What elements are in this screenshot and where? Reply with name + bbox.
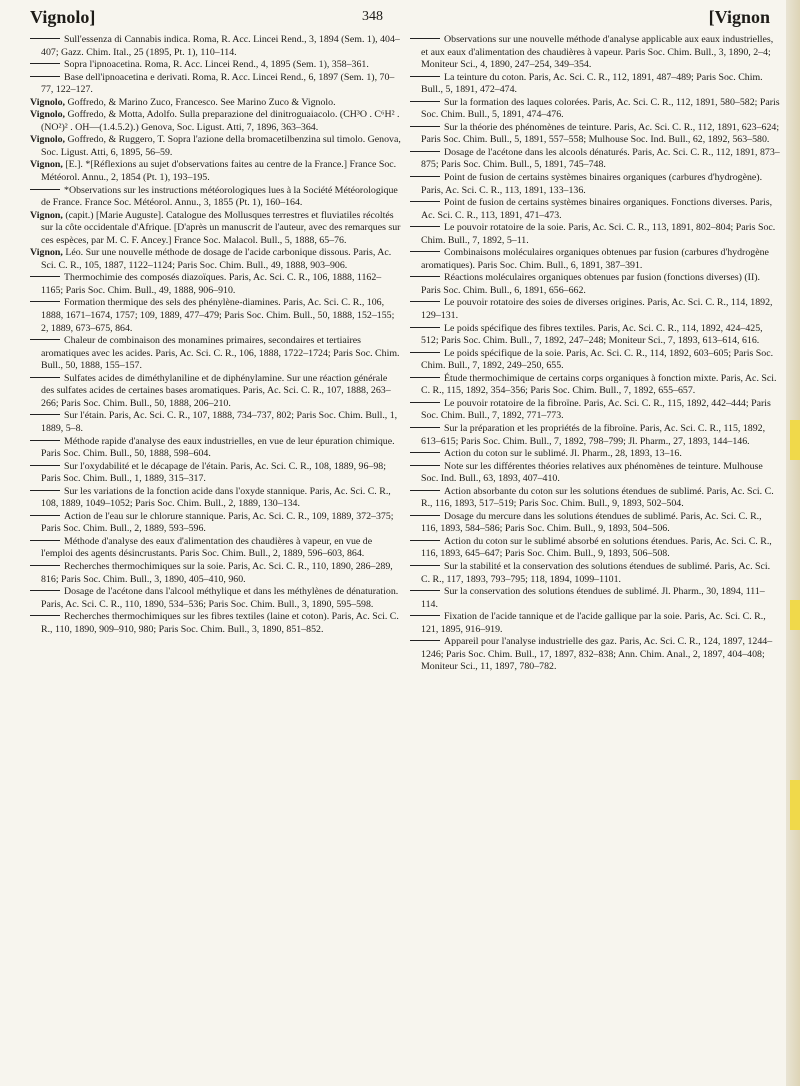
left-column bbox=[30, 34, 402, 636]
entry-text: Le pouvoir rotatoire de la fibroïne. Paris, Ac. Sci. C. R., 115, 1892, 442–444; Paris Soc. Chim. Bull., 7, 1892, 771–773. bbox=[421, 397, 771, 422]
entry-text: Sur les variations de la fonction acide dans l'oxyde stannique. Paris, Ac. Sci. C. R., 108, 1889, 1049–1052; Paris Soc. Chim. Bull., 2, 1889, 130–134. bbox=[41, 485, 391, 510]
page-edge-tab bbox=[790, 780, 800, 830]
bibliography-entry bbox=[30, 297, 402, 335]
repeat-author-dash bbox=[30, 38, 60, 39]
repeat-author-dash bbox=[410, 76, 440, 77]
entry-text: La teinture du coton. Paris, Ac. Sci. C. R., 112, 1891, 487–489; Paris Soc. Chim. Bull., 5, 1891, 472–474. bbox=[421, 71, 763, 96]
bibliography-entry bbox=[410, 348, 780, 373]
entry-text: Sur la formation des laques colorées. Paris, Ac. Sci. C. R., 112, 1891, 580–582; Paris Soc. Chim. Bull., 5, 1891, 474–476. bbox=[421, 96, 780, 121]
repeat-author-dash bbox=[30, 414, 60, 415]
entry-text: Sur la conservation des solutions étendues de sublimé. Jl. Pharm., 30, 1894, 111–114. bbox=[421, 586, 765, 610]
bibliography-entry bbox=[30, 436, 402, 461]
bibliography-entry bbox=[410, 34, 780, 72]
bibliography-entry bbox=[30, 561, 402, 586]
entry-text: Sur la stabilité et la conservation des solutions étendues de sublimé. Paris, Ac. Sci. C. R., 117, 1893, 793–795; 118, 1894, 1099–1101. bbox=[421, 560, 771, 585]
repeat-author-dash bbox=[30, 565, 60, 566]
entry-text: Sopra l'ipnoacetina. Roma, R. Acc. Lincei Rend., 4, 1895 (Sem. 1), 358–361. bbox=[64, 59, 369, 71]
entry-text: Note sur les différentes théories relatives aux phénomènes de teinture. Mulhouse Soc. Ind. Bull., 63, 1893, 407–410. bbox=[421, 460, 763, 485]
repeat-author-dash bbox=[410, 565, 440, 566]
running-head-left: Vignolo] bbox=[30, 7, 96, 27]
author-name: Vignolo, bbox=[30, 109, 66, 121]
right-column bbox=[410, 34, 780, 674]
page-header bbox=[22, 0, 778, 30]
repeat-author-dash bbox=[410, 151, 440, 152]
bibliography-entry bbox=[30, 461, 402, 486]
entry-text: Dosage de l'acétone dans les alcools dénaturés. Paris, Ac. Sci. C. R., 112, 1891, 873–875; Paris Soc. Chim. Bull., 5, 1891, 745–748. bbox=[421, 146, 780, 171]
bibliography-entry bbox=[30, 210, 402, 248]
entry-text: Combinaisons moléculaires organiques obtenues par fusion (carbures d'hydrogène aromatiques). Paris Soc. Chim. Bull., 6, 1891, 387–391. bbox=[421, 247, 769, 271]
repeat-author-dash bbox=[410, 176, 440, 177]
bibliography-entry bbox=[30, 536, 402, 561]
author-name: Vignolo, bbox=[30, 96, 66, 108]
author-name: Vignon, bbox=[30, 159, 63, 171]
bibliography-entry bbox=[30, 97, 402, 110]
bibliography-entry bbox=[410, 636, 780, 674]
bibliography-entry bbox=[30, 134, 402, 159]
bibliography-entry bbox=[410, 97, 780, 122]
entry-text: [E.]. *[Réflexions au sujet d'observations faites au centre de la France.] France Soc. Météorol. Annu., 2, 1854 (Pt. 1), 193–195. bbox=[41, 159, 397, 184]
repeat-author-dash bbox=[30, 440, 60, 441]
bibliography-entry bbox=[30, 410, 402, 435]
bibliography-entry bbox=[30, 34, 402, 59]
bibliography-entry bbox=[410, 122, 780, 147]
entry-text: Recherches thermochimiques sur la soie. Paris, Ac. Sci. C. R., 110, 1890, 286–289, 816; Paris Soc. Chim. Bull., 3, 1890, 405–410, 960. bbox=[41, 560, 393, 585]
bibliography-entry bbox=[410, 297, 780, 322]
entry-text: *Observations sur les instructions météorologiques lues à la Société Météorologique de France. France Soc. Météorol. Annu., 3, 1855 (Pt. 1), 160–164. bbox=[41, 184, 398, 209]
repeat-author-dash bbox=[30, 76, 60, 77]
repeat-author-dash bbox=[410, 452, 440, 453]
bibliography-entry bbox=[410, 561, 780, 586]
entry-text: Méthode rapide d'analyse des eaux industrielles, en vue de leur épuration chimique. Paris Soc. Chim. Bull., 50, 1888, 598–604. bbox=[41, 435, 395, 460]
repeat-author-dash bbox=[410, 352, 440, 353]
repeat-author-dash bbox=[410, 101, 440, 102]
repeat-author-dash bbox=[30, 515, 60, 516]
bibliography-entry bbox=[410, 323, 780, 348]
entry-text: Sull'essenza di Cannabis indica. Roma, R. Acc. Lincei Rend., 3, 1894 (Sem. 1), 404–407; Gazz. Chim. Ital., 25 (1895, Pt. 1), 110–114. bbox=[41, 34, 400, 58]
entry-text: Appareil pour l'analyse industrielle des gaz. Paris, Ac. Sci. C. R., 124, 1897, 1244–1246; Paris Soc. Chim. Bull., 17, 1897, 832–838; Ann. Chim. Anal., 2, 1897, 404–408; Moniteur Sci., 11, 1897, 780–782. bbox=[421, 636, 773, 673]
repeat-author-dash bbox=[410, 615, 440, 616]
bibliography-entry bbox=[30, 59, 402, 72]
repeat-author-dash bbox=[30, 540, 60, 541]
bibliography-entry bbox=[30, 335, 402, 373]
repeat-author-dash bbox=[30, 590, 60, 591]
bibliography-entry bbox=[410, 511, 780, 536]
repeat-author-dash bbox=[30, 339, 60, 340]
entry-text: Recherches thermochimiques sur les fibres textiles (laine et coton). Paris, Ac. Sci. C. R., 110, 1890, 909–910, 980; Paris Soc. Chim. Bull., 3, 1890, 851–852. bbox=[41, 611, 399, 635]
bibliography-entry bbox=[410, 147, 780, 172]
entry-text: Le pouvoir rotatoire de la soie. Paris, Ac. Sci. C. R., 113, 1891, 802–804; Paris Soc. Chim. Bull., 7, 1892, 5–11. bbox=[421, 222, 776, 246]
repeat-author-dash bbox=[410, 327, 440, 328]
bibliography-entry bbox=[30, 486, 402, 511]
author-name: Vignolo, bbox=[30, 134, 66, 146]
repeat-author-dash bbox=[410, 251, 440, 252]
entry-text: Point de fusion de certains systèmes binaires organiques. Fonctions diverses. Paris, Ac. Sci. C. R., 113, 1891, 471–473. bbox=[421, 197, 773, 221]
bibliography-entry bbox=[30, 611, 402, 636]
entry-text: Action du coton sur le sublimé absorbé en solutions étendues. Paris, Ac. Sci. C. R., 116, 1893, 645–647; Paris Soc. Chim. Bull., 9, 1893, 506–508. bbox=[421, 535, 772, 560]
repeat-author-dash bbox=[410, 38, 440, 39]
bibliography-entry bbox=[410, 197, 780, 222]
repeat-author-dash bbox=[30, 301, 60, 302]
repeat-author-dash bbox=[410, 515, 440, 516]
entry-text: Léo. Sur une nouvelle méthode de dosage de l'acide carbonique dissous. Paris, Ac. Sci. C. R., 105, 1887, 1122–1124; Paris Soc. Chim. Bull., 49, 1888, 903–906. bbox=[41, 247, 392, 271]
entry-text: (capit.) [Marie Auguste]. Catalogue des Mollusques terrestres et fluviatiles récoltés sur la côte occidentale d'Afrique. [D'après un manuscrit de l'auteur, avec des remarques sur ces espèces, par M. C. F. Ancey.] France Soc. Malacol. Bull., 5, 1888, 65–76. bbox=[41, 209, 401, 246]
repeat-author-dash bbox=[410, 540, 440, 541]
bibliography-entry bbox=[30, 72, 402, 97]
repeat-author-dash bbox=[410, 201, 440, 202]
bibliography-entry bbox=[30, 373, 402, 411]
bibliography-entry bbox=[410, 172, 780, 197]
author-name: Vignon, bbox=[30, 247, 63, 259]
bibliography-entry bbox=[30, 247, 402, 272]
bibliography-entry bbox=[410, 611, 780, 636]
entry-text: Sur l'étain. Paris, Ac. Sci. C. R., 107, 1888, 734–737, 802; Paris Soc. Chim. Bull., 1, 1889, 5–8. bbox=[41, 410, 398, 434]
repeat-author-dash bbox=[30, 189, 60, 190]
entry-text: Sur la théorie des phénomènes de teinture. Paris, Ac. Sci. C. R., 112, 1891, 623–624; Paris Soc. Chim. Bull., 5, 1891, 557–558; Mulhouse Soc. Ind. Bull., 62, 1892, 563–580. bbox=[421, 121, 780, 146]
repeat-author-dash bbox=[30, 276, 60, 277]
bibliography-entry bbox=[30, 109, 402, 134]
repeat-author-dash bbox=[410, 301, 440, 302]
running-head-right: [Vignon bbox=[708, 7, 770, 27]
entry-text: Goffredo, & Ruggero, T. Sopra l'azione della bromacetilbenzina sul timolo. Genova, Soc. Ligust. Atti, 6, 1895, 56–59. bbox=[41, 134, 401, 158]
bibliography-entry bbox=[410, 247, 780, 272]
bibliography-entry bbox=[410, 272, 780, 297]
entry-text: Action du coton sur le sublimé. Jl. Pharm., 28, 1893, 13–16. bbox=[444, 448, 682, 460]
repeat-author-dash bbox=[30, 377, 60, 378]
page-edge-tab bbox=[790, 600, 800, 630]
entry-text: Thermochimie des composés diazoïques. Paris, Ac. Sci. C. R., 106, 1888, 1162–1165; Paris Soc. Chim. Bull., 49, 1888, 906–910. bbox=[41, 272, 382, 296]
bibliography-entry bbox=[410, 423, 780, 448]
entry-text: Le poids spécifique de la soie. Paris, Ac. Sci. C. R., 114, 1892, 603–605; Paris Soc. Chim. Bull., 7, 1892, 249–250, 655. bbox=[421, 347, 774, 372]
bibliography-entry bbox=[410, 536, 780, 561]
book-page-edge bbox=[786, 0, 800, 1086]
bibliography-entry bbox=[30, 272, 402, 297]
bibliography-entry bbox=[410, 461, 780, 486]
entry-text: Réactions moléculaires organiques obtenues par fusion (fonctions diverses) (II). Paris Soc. Chim. Bull., 6, 1891, 656–662. bbox=[421, 272, 760, 296]
entry-text: Action absorbante du coton sur les solutions étendues de sublimé. Paris, Ac. Sci. C. R., 116, 1893, 517–519; Paris Soc. Chim. Bull., 9, 1893, 502–504. bbox=[421, 485, 774, 510]
entry-text: Point de fusion de certains systèmes binaires organiques (carbures d'hydrogène). Paris, Ac. Sci. C. R., 113, 1891, 133–136. bbox=[421, 172, 763, 196]
page-edge-tab bbox=[790, 420, 800, 460]
bibliography-entry bbox=[410, 373, 780, 398]
repeat-author-dash bbox=[410, 276, 440, 277]
repeat-author-dash bbox=[410, 427, 440, 428]
bibliography-entry bbox=[410, 398, 780, 423]
entry-text: Sulfates acides de diméthylaniline et de diphénylamine. Sur une réaction générale des sulfates acides de certaines bases aromatiques. Paris, Ac. Sci. C. R., 107, 1888, 263–266; Paris Soc. Chim. Bull., 50, 1888, 206–210. bbox=[41, 372, 391, 409]
bibliography-entry bbox=[410, 222, 780, 247]
bibliography-entry bbox=[30, 586, 402, 611]
entry-text: Le pouvoir rotatoire des soies de diverses origines. Paris, Ac. Sci. C. R., 114, 1892, 129–131. bbox=[421, 297, 773, 322]
repeat-author-dash bbox=[410, 226, 440, 227]
author-name: Vignon, bbox=[30, 209, 63, 221]
entry-text: Sur la préparation et les propriétés de la fibroïne. Paris, Ac. Sci. C. R., 115, 1892, 613–615; Paris Soc. Chim. Bull., 7, 1892, 798–799; Jl. Pharm., 27, 1893, 144–146. bbox=[421, 422, 766, 447]
entry-text: Goffredo, & Marino Zuco, Francesco. See Marino Zuco & Vignolo. bbox=[67, 96, 336, 108]
bibliography-entry bbox=[30, 185, 402, 210]
repeat-author-dash bbox=[30, 465, 60, 466]
repeat-author-dash bbox=[410, 377, 440, 378]
repeat-author-dash bbox=[410, 465, 440, 466]
repeat-author-dash bbox=[410, 590, 440, 591]
entry-text: Étude thermochimique de certains corps organiques à fonction mixte. Paris, Ac. Sci. C. R., 115, 1892, 354–356; Paris Soc. Chim. Bull., 7, 1892, 655–657. bbox=[421, 372, 777, 397]
repeat-author-dash bbox=[410, 126, 440, 127]
entry-text: Dosage du mercure dans les solutions étendues de sublimé. Paris, Ac. Sci. C. R., 116, 1893, 584–586; Paris Soc. Chim. Bull., 9, 1893, 504–506. bbox=[421, 510, 762, 535]
bibliography-entry bbox=[30, 511, 402, 536]
bibliography-entry bbox=[410, 72, 780, 97]
repeat-author-dash bbox=[30, 615, 60, 616]
entry-text: Formation thermique des sels des phénylène-diamines. Paris, Ac. Sci. C. R., 106, 1888, 1671–1674, 1757; 109, 1889, 477–479; Paris Soc. Chim. Bull., 50, 1888, 152–155; 2, 1889, 673–675, 864. bbox=[41, 297, 395, 334]
entry-text: Sur l'oxydabilité et le décapage de l'étain. Paris, Ac. Sci. C. R., 108, 1889, 96–98; Paris Soc. Chim. Bull., 1, 1889, 315–317. bbox=[41, 460, 386, 485]
repeat-author-dash bbox=[410, 640, 440, 641]
repeat-author-dash bbox=[410, 490, 440, 491]
entry-text: Action de l'eau sur le chlorure stannique. Paris, Ac. Sci. C. R., 109, 1889, 372–375; Paris Soc. Chim. Bull., 2, 1889, 593–596. bbox=[41, 510, 394, 535]
entry-text: Méthode d'analyse des eaux d'alimentation des chaudières à vapeur, en vue de l'emploi des agents désincrustants. Paris Soc. Chim. Bull., 2, 1889, 596–603, 864. bbox=[41, 535, 373, 560]
entry-text: Chaleur de combinaison des monamines primaires, secondaires et tertiaires aromatiques avec les acides. Paris, Ac. Sci. C. R., 106, 1888, 1722–1724; Paris Soc. Chim. Bull., 50, 1888, 155–157. bbox=[41, 335, 400, 372]
entry-text: Fixation de l'acide tannique et de l'acide gallique par la soie. Paris, Ac. Sci. C. R., 121, 1895, 916–919. bbox=[421, 611, 766, 635]
entry-text: Base dell'ipnoacetina e derivati. Roma, R. Acc. Lincei Rend., 6, 1897 (Sem. 1), 70–77, 122–127. bbox=[41, 71, 395, 96]
entry-text: Goffredo, & Motta, Adolfo. Sulla preparazione del dinitroguaiacolo. (CH³O . C⁶H² . (NO²)² . OH—(1.4.5.2).) Genova, Soc. Ligust. Atti, 7, 1896, 363–364. bbox=[41, 109, 400, 133]
bibliography-entry bbox=[410, 448, 780, 461]
bibliography-entry bbox=[410, 586, 780, 611]
repeat-author-dash bbox=[30, 490, 60, 491]
bibliography-entry bbox=[30, 159, 402, 184]
repeat-author-dash bbox=[410, 402, 440, 403]
page-number: 348 bbox=[362, 9, 383, 24]
bibliography-entry bbox=[410, 486, 780, 511]
entry-text: Observations sur une nouvelle méthode d'analyse applicable aux eaux industrielles, et aux eaux d'alimentation des chaudières à vapeur. Paris Soc. Chim. Bull., 3, 1890, 2–4; Moniteur Sci., 4, 1890, 247–254, 349–354. bbox=[421, 34, 774, 71]
entry-text: Le poids spécifique des fibres textiles. Paris, Ac. Sci. C. R., 114, 1892, 424–425, 512; Paris Soc. Chim. Bull., 7, 1892, 247–248; Moniteur Sci., 7, 1893, 613–614, 616. bbox=[421, 322, 763, 347]
repeat-author-dash bbox=[30, 63, 60, 64]
entry-text: Dosage de l'acétone dans l'alcool méthylique et dans les méthylènes de dénaturation. Paris, Ac. Sci. C. R., 110, 1890, 534–536; Paris Soc. Chim. Bull., 3, 1890, 595–598. bbox=[41, 586, 399, 610]
